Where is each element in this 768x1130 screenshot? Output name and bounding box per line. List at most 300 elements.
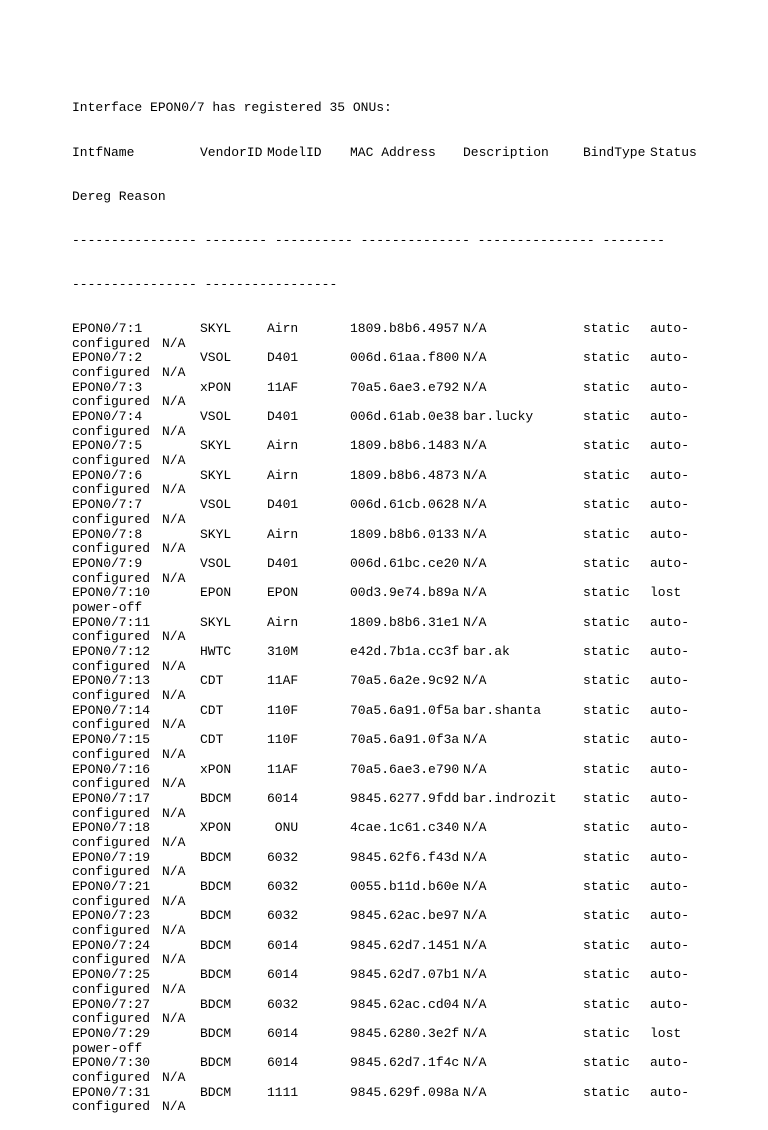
cell-status: auto- — [650, 967, 690, 983]
cell-mac-address: 006d.61aa.f800 — [350, 350, 460, 366]
cell-dereg-reason: N/A — [162, 805, 186, 821]
cell-description: N/A — [463, 1025, 487, 1041]
cell-intfname: EPON0/7:5 — [72, 438, 143, 454]
onu-table-body — [72, 322, 752, 1115]
onu-listing — [72, 72, 752, 1130]
cell-status: lost — [650, 1025, 682, 1041]
cell-bindtype: static — [583, 497, 630, 513]
cell-mac-address: 70a5.6a91.0f3a — [350, 732, 460, 748]
cell-intfname: EPON0/7:29 — [72, 1025, 151, 1041]
cell-vendorid: BDCM — [200, 1025, 232, 1041]
table-row — [72, 674, 752, 703]
cell-intfname: EPON0/7:11 — [72, 614, 151, 630]
table-row-line-1 — [72, 498, 752, 513]
cell-dereg-reason: N/A — [162, 776, 186, 792]
table-row-line-1 — [72, 528, 752, 543]
table-row — [72, 851, 752, 880]
cell-mac-address: 006d.61bc.ce20 — [350, 555, 460, 571]
table-row-line-1 — [72, 351, 752, 366]
cell-mac-address: 4cae.1c61.c340 — [350, 820, 460, 836]
cell-intfname: EPON0/7:13 — [72, 673, 151, 689]
table-row-line-1 — [72, 968, 752, 983]
cell-status-continued: configured — [72, 746, 151, 762]
table-row-line-1 — [72, 909, 752, 924]
cell-status-continued: configured — [72, 1099, 151, 1115]
table-row-line-1 — [72, 763, 752, 778]
cell-vendorid: EPON — [200, 585, 232, 601]
cell-intfname: EPON0/7:19 — [72, 849, 151, 865]
table-row-line-2 — [72, 1012, 752, 1027]
cell-mac-address: 1809.b8b6.4957 — [350, 320, 460, 336]
cell-intfname: EPON0/7:18 — [72, 820, 151, 836]
cell-description: N/A — [463, 967, 487, 983]
table-row-line-2 — [72, 395, 752, 410]
summary-line: Interface EPON0/7 has registered 35 ONUs: — [72, 100, 392, 116]
cell-bindtype: static — [583, 526, 630, 542]
cell-modelid: Airn — [267, 526, 299, 542]
cell-bindtype: static — [583, 1055, 630, 1071]
table-row-line-1 — [72, 880, 752, 895]
cell-status-continued: configured — [72, 629, 151, 645]
table-row-line-1 — [72, 821, 752, 836]
cell-status: auto- — [650, 673, 690, 689]
cell-modelid: Airn — [267, 614, 299, 630]
cell-status: auto- — [650, 379, 690, 395]
table-row-line-1 — [72, 939, 752, 954]
cell-intfname: EPON0/7:24 — [72, 937, 151, 953]
table-row-line-1 — [72, 851, 752, 866]
cell-status-continued: configured — [72, 511, 151, 527]
cell-modelid: D401 — [267, 497, 299, 513]
table-row-line-1 — [72, 410, 752, 425]
header-description: Description — [463, 144, 549, 160]
table-row — [72, 1056, 752, 1085]
cell-bindtype: static — [583, 467, 630, 483]
cell-modelid: 6032 — [267, 996, 299, 1012]
cell-description: N/A — [463, 350, 487, 366]
cell-status-continued: configured — [72, 453, 151, 469]
cell-status-continued: configured — [72, 923, 151, 939]
table-row — [72, 528, 752, 557]
table-row — [72, 792, 752, 821]
cell-mac-address: 9845.62d7.1451 — [350, 937, 460, 953]
table-row-line-2 — [72, 718, 752, 733]
table-row-line-1 — [72, 733, 752, 748]
cell-modelid: D401 — [267, 350, 299, 366]
cell-intfname: EPON0/7:15 — [72, 732, 151, 748]
cell-bindtype: static — [583, 1025, 630, 1041]
table-row — [72, 645, 752, 674]
cell-status: auto- — [650, 761, 690, 777]
cell-dereg-reason: N/A — [162, 893, 186, 909]
cell-description: N/A — [463, 555, 487, 571]
table-row — [72, 586, 752, 615]
cell-description: bar.indrozit — [463, 790, 557, 806]
table-row-line-2 — [72, 572, 752, 587]
table-row-line-1 — [72, 704, 752, 719]
cell-vendorid: BDCM — [200, 908, 232, 924]
cell-intfname: EPON0/7:2 — [72, 350, 143, 366]
cell-status: auto- — [650, 409, 690, 424]
cell-bindtype: static — [583, 879, 630, 894]
cell-description: N/A — [463, 467, 487, 483]
cell-mac-address: 1809.b8b6.4873 — [350, 467, 460, 483]
cell-intfname: EPON0/7:31 — [72, 1084, 151, 1100]
cell-dereg-reason: N/A — [162, 952, 186, 968]
cell-vendorid: XPON — [200, 820, 232, 836]
cell-bindtype: static — [583, 702, 630, 718]
cell-bindtype: static — [583, 967, 630, 983]
cell-vendorid: HWTC — [200, 644, 232, 659]
table-row-line-1 — [72, 674, 752, 689]
cell-status: auto- — [650, 849, 690, 865]
cell-dereg-reason: N/A — [162, 688, 186, 704]
separator-2: ---------------- ----------------- — [72, 276, 338, 292]
cell-vendorid: CDT — [200, 702, 224, 718]
cell-mac-address: 1809.b8b6.31e1 — [350, 614, 460, 630]
table-row-line-1 — [72, 557, 752, 572]
cell-status-continued: configured — [72, 717, 151, 733]
cell-status-continued: configured — [72, 981, 151, 997]
cell-mac-address: 9845.62d7.07b1 — [350, 967, 460, 983]
cell-vendorid: VSOL — [200, 409, 232, 424]
table-row-line-2 — [72, 1042, 752, 1057]
cell-mac-address: 70a5.6a91.0f5a — [350, 702, 460, 718]
cell-bindtype: static — [583, 849, 630, 865]
table-row-line-2 — [72, 483, 752, 498]
cell-bindtype: static — [583, 1084, 630, 1100]
cell-dereg-reason: N/A — [162, 423, 186, 439]
cell-description: N/A — [463, 497, 487, 513]
table-row — [72, 821, 752, 850]
cell-dereg-reason: N/A — [162, 541, 186, 557]
table-row-line-1 — [72, 792, 752, 807]
cell-description: N/A — [463, 761, 487, 777]
cell-mac-address: e42d.7b1a.cc3f — [350, 644, 460, 659]
cell-intfname: EPON0/7:27 — [72, 996, 151, 1012]
cell-dereg-reason: N/A — [162, 746, 186, 762]
cell-status: lost — [650, 585, 682, 601]
cell-mac-address: 006d.61ab.0e38 — [350, 409, 460, 424]
cell-intfname: EPON0/7:17 — [72, 790, 151, 806]
cell-bindtype: static — [583, 555, 630, 571]
cell-status-continued: configured — [72, 1069, 151, 1085]
cell-dereg-reason: N/A — [162, 511, 186, 527]
cell-status-continued: configured — [72, 541, 151, 557]
cell-modelid: 6014 — [267, 1055, 299, 1071]
cell-bindtype: static — [583, 379, 630, 395]
table-row — [72, 704, 752, 733]
table-row-line-2 — [72, 748, 752, 763]
cell-mac-address: 9845.62f6.f43d — [350, 849, 460, 865]
table-row-line-2 — [72, 1100, 752, 1115]
cell-modelid: 1111 — [267, 1084, 299, 1100]
header-bindtype: BindType — [583, 144, 646, 160]
table-row — [72, 763, 752, 792]
cell-dereg-reason: N/A — [162, 923, 186, 939]
cell-status-continued: configured — [72, 834, 151, 850]
table-row-line-1 — [72, 645, 752, 660]
table-row — [72, 322, 752, 351]
cell-intfname: EPON0/7:10 — [72, 585, 151, 601]
table-row-line-1 — [72, 381, 752, 396]
table-row-line-1 — [72, 439, 752, 454]
table-row — [72, 939, 752, 968]
cell-intfname: EPON0/7:7 — [72, 497, 143, 513]
table-row — [72, 968, 752, 997]
cell-status-continued: configured — [72, 688, 151, 704]
cell-description: N/A — [463, 996, 487, 1012]
cell-description: N/A — [463, 849, 487, 865]
cell-status: auto- — [650, 644, 690, 659]
cell-intfname: EPON0/7:8 — [72, 526, 143, 542]
cell-status: auto- — [650, 879, 690, 894]
cell-modelid: 110F — [267, 732, 299, 748]
cell-description: N/A — [463, 526, 487, 542]
table-row-line-1 — [72, 1086, 752, 1101]
table-row-line-2 — [72, 630, 752, 645]
cell-status: auto- — [650, 1084, 690, 1100]
cell-intfname: EPON0/7:16 — [72, 761, 151, 777]
cell-bindtype: static — [583, 614, 630, 630]
cell-status: auto- — [650, 526, 690, 542]
cell-dereg-reason: N/A — [162, 834, 186, 850]
cell-vendorid: CDT — [200, 673, 224, 689]
cell-status: auto- — [650, 820, 690, 836]
cell-vendorid: VSOL — [200, 497, 232, 513]
cell-bindtype: static — [583, 644, 630, 659]
cell-modelid: Airn — [267, 467, 299, 483]
cell-vendorid: SKYL — [200, 467, 232, 483]
cell-mac-address: 70a5.6a2e.9c92 — [350, 673, 460, 689]
table-row-line-2 — [72, 542, 752, 557]
separator-1: ---------------- -------- ---------- -------------- --------------- -------- — [72, 232, 665, 248]
cell-dereg-reason: N/A — [162, 482, 186, 498]
table-row-line-2 — [72, 1071, 752, 1086]
cell-modelid: 11AF — [267, 761, 299, 777]
cell-dereg-reason: N/A — [162, 629, 186, 645]
cell-vendorid: VSOL — [200, 350, 232, 366]
cell-modelid: 6032 — [267, 879, 299, 894]
cell-status: auto- — [650, 790, 690, 806]
cell-status: auto- — [650, 908, 690, 924]
cell-description: N/A — [463, 732, 487, 748]
cell-mac-address: 9845.62ac.cd04 — [350, 996, 460, 1012]
cell-vendorid: xPON — [200, 379, 232, 395]
cell-description: N/A — [463, 1084, 487, 1100]
table-row-line-1 — [72, 1027, 752, 1042]
header-line-2 — [72, 190, 752, 205]
cell-vendorid: SKYL — [200, 438, 232, 454]
table-row — [72, 1027, 752, 1056]
cell-vendorid: SKYL — [200, 526, 232, 542]
cell-mac-address: 9845.62ac.be97 — [350, 908, 460, 924]
table-row-line-1 — [72, 998, 752, 1013]
cell-status-continued: configured — [72, 482, 151, 498]
table-row — [72, 498, 752, 527]
table-row-line-2 — [72, 836, 752, 851]
cell-intfname: EPON0/7:14 — [72, 702, 151, 718]
cell-modelid: D401 — [267, 555, 299, 571]
cell-modelid: Airn — [267, 438, 299, 454]
cell-status: auto- — [650, 937, 690, 953]
cell-vendorid: BDCM — [200, 1055, 232, 1071]
cell-modelid: 6032 — [267, 849, 299, 865]
cell-status: auto- — [650, 1055, 690, 1071]
table-row — [72, 1086, 752, 1115]
cell-description: N/A — [463, 585, 487, 601]
cell-mac-address: 9845.6280.3e2f — [350, 1025, 460, 1041]
table-row — [72, 733, 752, 762]
cell-vendorid: BDCM — [200, 967, 232, 983]
cell-mac-address: 1809.b8b6.0133 — [350, 526, 460, 542]
cell-status-continued: configured — [72, 423, 151, 439]
table-row — [72, 351, 752, 380]
cell-description: N/A — [463, 879, 487, 894]
cell-status: auto- — [650, 467, 690, 483]
table-row-line-2 — [72, 689, 752, 704]
table-row-line-2 — [72, 337, 752, 352]
cell-status: auto- — [650, 702, 690, 718]
table-row — [72, 880, 752, 909]
header-vendorid: VendorID — [200, 144, 263, 160]
cell-status: auto- — [650, 732, 690, 748]
cell-description: N/A — [463, 614, 487, 630]
cell-description: N/A — [463, 908, 487, 924]
cell-modelid: 6032 — [267, 908, 299, 924]
cell-status-continued: configured — [72, 1011, 151, 1027]
table-row-line-2 — [72, 807, 752, 822]
table-row — [72, 381, 752, 410]
cell-modelid: D401 — [267, 409, 299, 424]
cell-status: auto- — [650, 555, 690, 571]
cell-mac-address: 00d3.9e74.b89a — [350, 585, 460, 601]
cell-bindtype: static — [583, 585, 630, 601]
table-row-line-1 — [72, 469, 752, 484]
cell-dereg-reason: N/A — [162, 364, 186, 380]
cell-dereg-reason: N/A — [162, 658, 186, 674]
cell-description: N/A — [463, 820, 487, 836]
cell-status: auto- — [650, 438, 690, 454]
cell-bindtype: static — [583, 996, 630, 1012]
cell-mac-address: 0055.b11d.b60e — [350, 879, 460, 894]
cell-vendorid: SKYL — [200, 320, 232, 336]
cell-vendorid: VSOL — [200, 555, 232, 571]
cell-description: bar.ak — [463, 644, 510, 659]
cell-vendorid: BDCM — [200, 849, 232, 865]
cell-status: auto- — [650, 996, 690, 1012]
cell-intfname: EPON0/7:23 — [72, 908, 151, 924]
cell-bindtype: static — [583, 320, 630, 336]
header-dereg-reason: Dereg Reason — [72, 188, 166, 204]
cell-description: N/A — [463, 320, 487, 336]
cell-status: auto- — [650, 320, 690, 336]
table-row-line-2 — [72, 777, 752, 792]
table-row-line-2 — [72, 865, 752, 880]
cell-dereg-reason: N/A — [162, 1069, 186, 1085]
cell-mac-address: 9845.62d7.1f4c — [350, 1055, 460, 1071]
cell-dereg-reason: N/A — [162, 335, 186, 351]
table-row-line-2 — [72, 425, 752, 440]
cell-status-continued: configured — [72, 658, 151, 674]
table-row-line-2 — [72, 513, 752, 528]
table-row-line-2 — [72, 953, 752, 968]
table-row — [72, 557, 752, 586]
table-row — [72, 439, 752, 468]
cell-modelid: ONU — [267, 820, 299, 836]
cell-modelid: 6014 — [267, 937, 299, 953]
cell-status-continued: power-off — [72, 599, 143, 615]
cell-vendorid: BDCM — [200, 790, 232, 806]
cell-intfname: EPON0/7:3 — [72, 379, 143, 395]
cell-bindtype: static — [583, 732, 630, 748]
cell-status-continued: configured — [72, 570, 151, 586]
table-row — [72, 998, 752, 1027]
table-row — [72, 909, 752, 938]
cell-vendorid: SKYL — [200, 614, 232, 630]
cell-intfname: EPON0/7:1 — [72, 320, 143, 336]
cell-modelid: 11AF — [267, 673, 299, 689]
cell-intfname: EPON0/7:12 — [72, 644, 151, 659]
cell-status-continued: configured — [72, 776, 151, 792]
header-modelid: ModelID — [267, 144, 322, 160]
cell-status-continued: power-off — [72, 1040, 143, 1056]
cell-modelid: 6014 — [267, 967, 299, 983]
table-row — [72, 410, 752, 439]
cell-vendorid: xPON — [200, 761, 232, 777]
cell-dereg-reason: N/A — [162, 394, 186, 410]
table-row — [72, 616, 752, 645]
cell-bindtype: static — [583, 350, 630, 366]
header-mac-address: MAC Address — [350, 144, 436, 160]
cell-description: bar.shanta — [463, 702, 542, 718]
cell-mac-address: 9845.6277.9fdd — [350, 790, 460, 806]
cell-status-continued: configured — [72, 335, 151, 351]
cell-dereg-reason: N/A — [162, 1099, 186, 1115]
table-row-line-2 — [72, 895, 752, 910]
cell-bindtype: static — [583, 937, 630, 953]
cell-mac-address: 9845.629f.098a — [350, 1084, 460, 1100]
cell-description: N/A — [463, 438, 487, 454]
cell-description: N/A — [463, 937, 487, 953]
cell-description: bar.lucky — [463, 409, 534, 424]
cell-status: auto- — [650, 350, 690, 366]
cell-mac-address: 70a5.6ae3.e790 — [350, 761, 460, 777]
cell-vendorid: CDT — [200, 732, 224, 748]
table-row-line-1 — [72, 322, 752, 337]
cell-status: auto- — [650, 497, 690, 513]
table-row-line-2 — [72, 366, 752, 381]
table-row-line-1 — [72, 616, 752, 631]
cell-mac-address: 70a5.6ae3.e792 — [350, 379, 460, 395]
cell-dereg-reason: N/A — [162, 981, 186, 997]
header-status: Status — [650, 144, 697, 160]
cell-dereg-reason: N/A — [162, 1011, 186, 1027]
cell-status-continued: configured — [72, 364, 151, 380]
cell-bindtype: static — [583, 409, 630, 424]
cell-intfname: EPON0/7:4 — [72, 409, 143, 424]
table-row — [72, 469, 752, 498]
cell-modelid: 6014 — [267, 1025, 299, 1041]
cell-vendorid: BDCM — [200, 879, 232, 894]
cell-modelid: 110F — [267, 702, 299, 718]
cell-modelid: 11AF — [267, 379, 299, 395]
table-row-line-2 — [72, 983, 752, 998]
cell-status-continued: configured — [72, 394, 151, 410]
cell-dereg-reason: N/A — [162, 864, 186, 880]
cell-status-continued: configured — [72, 952, 151, 968]
cell-intfname: EPON0/7:30 — [72, 1055, 151, 1071]
